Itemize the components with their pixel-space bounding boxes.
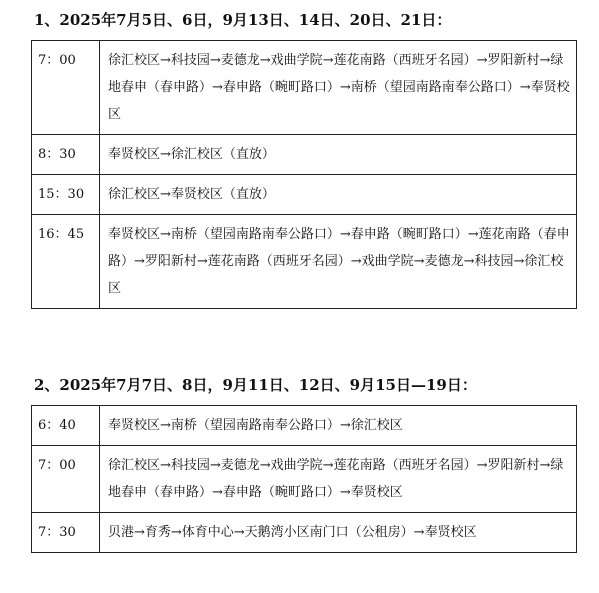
departure-time: 15：30 bbox=[32, 175, 100, 215]
table-row bbox=[32, 41, 577, 135]
section-1-heading: 1、2025年7月5日、6日，9月13日、14日、20日、21日： bbox=[34, 11, 452, 29]
schedule-table-1 bbox=[31, 40, 577, 309]
route-stops: 徐汇校区→科技园→麦德龙→戏曲学院→莲花南路（西班牙名园）→罗阳新村→绿地春申（春申路）→春申路（畹町路口）→奉贤校区 bbox=[100, 446, 577, 513]
table-row bbox=[32, 513, 577, 553]
departure-time: 8：30 bbox=[32, 135, 100, 175]
departure-time: 7：30 bbox=[32, 513, 100, 553]
table-row bbox=[32, 446, 577, 513]
route-stops: 奉贤校区→南桥（望园南路南奉公路口）→春申路（畹町路口）→莲花南路（春申路）→罗阳新村→莲花南路（西班牙名园）→戏曲学院→麦德龙→科技园→徐汇校区 bbox=[100, 215, 577, 309]
route-stops: 奉贤校区→南桥（望园南路南奉公路口）→徐汇校区 bbox=[100, 406, 577, 446]
table-row bbox=[32, 175, 577, 215]
route-stops: 贝港→育秀→体育中心→天鹅湾小区南门口（公租房）→奉贤校区 bbox=[100, 513, 577, 553]
departure-time: 6：40 bbox=[32, 406, 100, 446]
route-stops: 徐汇校区→奉贤校区（直放） bbox=[100, 175, 577, 215]
table-row bbox=[32, 215, 577, 309]
table-row bbox=[32, 406, 577, 446]
section-2-heading: 2、2025年7月7日、8日，9月11日、12日、9月15日—19日： bbox=[34, 376, 477, 394]
schedule-table-2 bbox=[31, 405, 577, 553]
departure-time: 16：45 bbox=[32, 215, 100, 309]
departure-time: 7：00 bbox=[32, 41, 100, 135]
departure-time: 7：00 bbox=[32, 446, 100, 513]
route-stops: 徐汇校区→科技园→麦德龙→戏曲学院→莲花南路（西班牙名园）→罗阳新村→绿地春申（春申路）→春申路（畹町路口）→南桥（望园南路南奉公路口）→奉贤校区 bbox=[100, 41, 577, 135]
table-row bbox=[32, 135, 577, 175]
route-stops: 奉贤校区→徐汇校区（直放） bbox=[100, 135, 577, 175]
